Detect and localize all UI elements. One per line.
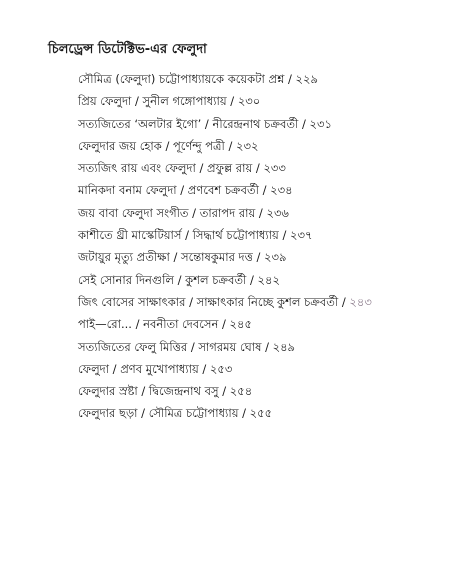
entry-page-number: ২৩৯ (264, 250, 287, 265)
entry-title: ফেলুদার জয় হোক / পূর্ণেন্দু পত্রী / (78, 138, 233, 153)
entry-title: সৌমিত্র (ফেলুদা) চট্টোপাধ্যায়কে কয়েকটা প্রশ্ন / (78, 72, 292, 86)
toc-entry (78, 402, 372, 424)
entry-page-number: ২৩২ (236, 138, 259, 153)
toc-entry (78, 157, 372, 179)
toc-entry (78, 269, 372, 291)
entry-page-number: ২৪৫ (229, 317, 252, 332)
entry-page-number: ২৪৩ (349, 294, 372, 309)
entry-title: জিৎ বোসের সাক্ষাৎকার / সাক্ষাৎকার নিচ্ছে কুশল চক্রবর্তী / (78, 294, 346, 309)
entry-title: ফেলুদার স্রষ্টা / দ্বিজেন্দ্রনাথ বসু / (78, 384, 227, 399)
toc-entry (78, 313, 372, 335)
entry-page-number: ২৫৪ (229, 384, 253, 399)
entry-page-number: ২৩৬ (266, 205, 289, 220)
toc-entry (78, 358, 372, 380)
entry-page-number: ২৩০ (237, 94, 261, 109)
toc-entry (78, 90, 372, 112)
toc-entry (78, 291, 372, 313)
entry-title: জটায়ুর মৃত্যু প্রতীক্ষা / সন্তোষকুমার দত্ত / (78, 250, 261, 265)
entry-title: সত্যজিতের ফেলু মিত্তির / সাগরময় ঘোষ / (78, 339, 269, 354)
entry-title: সত্যজিতের ‘অলটার ইগো’ / নীরেন্দ্রনাথ চক্রবর্তী / (78, 116, 306, 131)
entry-title: সেই সোনার দিনগুলি / কুশল চক্রবর্তী / (78, 272, 254, 287)
section-title: চিলড্রেন্স ডিটেক্টিভ-এর ফেলুদা (48, 42, 207, 57)
entry-title: পাই—রো... / নবনীতা দেবসেন / (78, 317, 226, 332)
entry-page-number: ২৪৯ (272, 339, 296, 354)
toc-entry (78, 246, 372, 268)
entry-title: ফেলুদার ছড়া / সৌমিত্র চট্টোপাধ্যায় / (78, 406, 247, 421)
entry-title: সত্যজিৎ রায় এবং ফেলুদা / প্রফুল্ল রায় / (78, 161, 260, 176)
entry-title: কাশীতে থ্রী মাস্কেটিয়ার্স / সিদ্ধার্থ চট্টোপাধ্যায় / (78, 228, 287, 243)
entry-page-number: ২৪২ (257, 272, 280, 287)
entry-title: মানিকদা বনাম ফেলুদা / প্রণবেশ চক্রবর্তী / (78, 183, 267, 198)
entry-page-number: ২৩৩ (263, 161, 286, 176)
entry-page-number: ২৫৫ (249, 406, 273, 421)
entry-title: ফেলুদা / প্রণব মুখোপাধ্যায় / (78, 361, 207, 376)
entry-page-number: ২৩৪ (270, 183, 293, 198)
toc-entry (78, 224, 372, 246)
toc-entry (78, 113, 372, 135)
toc-entry (78, 202, 372, 224)
toc-entry (78, 135, 372, 157)
toc-entry (78, 68, 372, 90)
entry-page-number: ২৫৩ (209, 361, 233, 376)
toc-entry (78, 380, 372, 402)
entry-title: জয় বাবা ফেলুদা সংগীত / তারাপদ রায় / (78, 205, 263, 220)
table-of-contents (78, 68, 372, 425)
toc-entry (78, 179, 372, 201)
entry-page-number: ২৩১ (309, 116, 332, 131)
entry-title: প্রিয় ফেলুদা / সুনীল গঙ্গোপাধ্যায় / (78, 94, 235, 109)
toc-entry (78, 336, 372, 358)
entry-page-number: ২২৯ (295, 72, 318, 86)
entry-page-number: ২৩৭ (290, 228, 313, 243)
